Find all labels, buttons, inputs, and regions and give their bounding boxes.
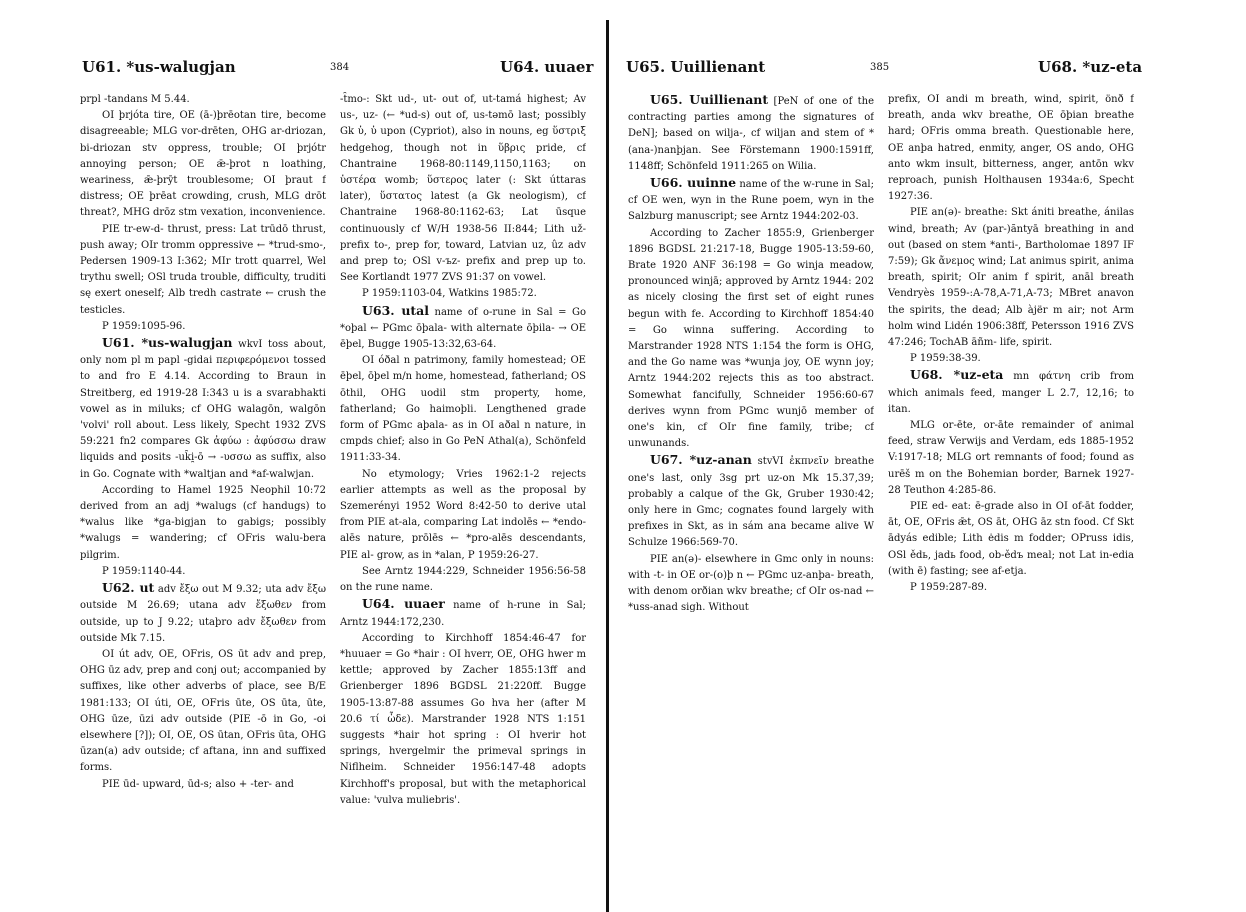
entry-text: wkvI toss about, only nom pl m papl -gidai περιφερόμενοι tossed to and fro E 4.14. According to Braun in Streitberg, ed 1919-28 I:343 u is a svarabhakti vowel as in miluks; cf OHG walagōn, walgōn 'volvi' roll about. Less likely, Specht 1932 ZVS 59:221 fn2 compares Gk ἀφύω : ἀφύσσω draw liquids and posits -uk̑i̯-ō → -υσσω as suffix, also in Go. Cognate with *waltjan and *af-walwjan.	[80, 339, 326, 480]
running-head-left: U61. *us-walugjan	[82, 58, 236, 76]
body-paragraph: PIE tr-ew-d- thrust, press: Lat trūdō thrust, push away; OIr tromm oppressive ← *trud-smo-, Pedersen 1909-13 I:362; MIr trott quarrel, Wel trythu swell; OSl truda trouble, difficulty, truditi sę exert oneself; Alb tredh castrate ← crush the testicles.	[80, 223, 326, 316]
entry-paragraph	[628, 92, 874, 175]
entry-number: U63.	[362, 302, 402, 318]
reference-line: P 1959:1095-96.	[102, 320, 186, 332]
entry-number: U65.	[650, 92, 690, 107]
entry-paragraph	[340, 596, 586, 630]
body-paragraph: OI út adv, OE, OFris, OS ūt adv and prep, OHG ūz adv, prep and conj out; accompanied by suffixes, like other adverbs of place, see B/E 1981:133; OI úti, OE, OFris ūte, OS ūta, ūte, OHG ūze, ūzi adv outside (PIE -ō in Go, -oi elsewhere [?]); OI, OE, OS ūtan, OFris ūta, OHG ūzan(a) adv outside; cf aftana, inn and suffixed forms.	[80, 648, 326, 774]
entry-text: [PeN of one of the contracting parties among the signatures of DeN]; based on wilja-, cf wiljan and stem of *(ana-)nanþjan. See Förstemann 1900:1591ff, 1148ff; Schönfeld 1911:265 on Wilia.	[628, 96, 874, 172]
entry-headword: *us-walugjan	[141, 335, 233, 351]
entry-text: adv ἔξω out M 9.32; uta adv ἔξω outside M 26.69; utana adv ἔξωθεν from outside, up to J 9.22; utaþro adv ἔξωθεν from outside Mk 7.15.	[80, 584, 326, 644]
entry-headword: *uz-eta	[953, 367, 1004, 383]
right-page	[612, 0, 1246, 912]
text-column-2	[340, 92, 586, 872]
entry-headword: uuaer	[404, 596, 445, 612]
text-column-1	[628, 92, 874, 872]
entry-text: name of the w-rune in Sal; cf OE wen, wyn in the Rune poem, wyn in the Salzburg manuscript; see Arntz 1944:202-03.	[628, 179, 874, 223]
body-paragraph: PIE an(ǝ)- breathe: Skt ániti breathe, ánilas wind, breath; Av (par-)ãntyā breathing in and out (based on stem *anti-, Bartholomae 1897 IF 7:59); Gk ἄνεμος wind; Lat animus spirit, anima breath, spirit; OIr anim f spirit, anāl breath Vendryès 1959-:A-78,A-71,A-73; MBret anavon the spirits, the dead; Alb àjër m air; not Arm holm wind Lidén 1906:38ff, Petersson 1916 ZVS 47:246; TochAB āñm- life, spirit.	[888, 207, 1134, 349]
body-paragraph: prpl -tandans M 5.44.	[80, 94, 190, 105]
body-paragraph: See Arntz 1944:229, Schneider 1956:56-58 on the rune name.	[340, 565, 586, 594]
entry-headword: ut	[139, 580, 155, 596]
entry-number: U66.	[650, 175, 688, 191]
entry-paragraph	[628, 175, 874, 226]
body-paragraph: According to Hamel 1925 Neophil 10:72 derived from an adj *walugs (cf handugs) to *walus like *ga-bigjan to gabigs; possibly *walugs = wandering; cf OFris walu-bera pilgrim.	[80, 484, 326, 561]
entry-headword: uuinne	[687, 175, 737, 191]
body-paragraph: PIE an(ǝ)- elsewhere in Gmc only in nouns: with -t- in OE or-(o)þ n ← PGmc uz-anþa- breath, with denom orðian wkv breathe; cf OIr os-nad ← *uss-anad sigh. Without	[628, 553, 874, 614]
entry-paragraph	[340, 303, 586, 354]
entry-number: U64.	[362, 596, 405, 612]
entry-text: stvVI ἐκπνεῖν breathe one's last, only 3sg prt uz-on Mk 15.37,39; probably a calque of the Gk, Gruber 1930:42; only here in Gmc; cognates found largely with prefixes in Skt, as in sám ana became alive W Schulze 1966:569-70.	[628, 456, 874, 549]
reference-line: P 1959:287-89.	[910, 582, 988, 594]
entry-number: U61.	[102, 335, 142, 351]
entry-text: name of o-rune in Sal = Go *oþal ← PGmc ōþala- with alternate ōþila- → OE ēþel, Bugge 1905-13:32,63-64.	[340, 306, 586, 351]
entry-paragraph	[80, 580, 326, 647]
text-column-1	[80, 92, 326, 872]
book-spine	[606, 20, 609, 912]
reference-line: P 1959:38-39.	[910, 353, 981, 365]
left-page	[0, 0, 608, 912]
reference-line: P 1959:1103-04, Watkins 1985:72.	[362, 288, 537, 300]
reference-line: P 1959:1140-44.	[102, 565, 186, 577]
entry-number: U67.	[650, 452, 690, 468]
entry-headword: Uuillienant	[689, 92, 769, 107]
body-paragraph: OI þrjóta tire, OE (ā-)þrēotan tire, become disagreeable; MLG vor-drēten, OHG ar-driozan, bi-driozan stv oppress, trouble; OI þrjótr annoying person; OE ǣ-þrot n loathing, weariness, ǣ-þrȳt troublesome; OI þraut f distress; OE þrēat crowding, crush, MLG drōt threat?, MHG drōz stm vexation, inconvenience.	[80, 110, 326, 219]
body-paragraph: -t̑mo-: Skt ud-, ut- out of, ut-tamá highest; Av us-, uz- (← *ud-s) out of, us-tәmō last; possibly Gk ὑ, ὐ upon (Cypriot), also in nouns, eg ὕστριξ hedgehog, though not in ὕβρις pride, cf Chantraine 1968-80:1149,1150,1163; on ὑστέρα womb; ὕστερος later (: Skt úttaras later), ὕστατος latest (a Gk neologism), cf Chantraine 1968-80:1162-63; Lat ūsque continuously cf W/H 1938-56 II:844; Lith už-prefix to-, prep for, toward, Latvian uz, ûz adv and prep to; OSl v-ъz- prefix and prep up to. See Kortlandt 1977 ZVS 91:37 on vowel.	[340, 94, 586, 284]
entry-text: mn φάτνη crib from which animals feed, manger L 2.7, 12,16; to itan.	[888, 371, 1134, 415]
entry-text: name of h-rune in Sal; Arntz 1944:172,230.	[340, 600, 586, 628]
page-number: 385	[870, 62, 890, 73]
entry-headword: *uz-anan	[689, 452, 752, 468]
entry-paragraph	[888, 367, 1134, 418]
running-head-right: U64. uuaer	[500, 58, 594, 76]
body-paragraph: OI óðal n patrimony, family homestead; OE ēþel, ōþel m/n home, homestead, fatherland; OS ōthil, OHG uodil stm property, home, fatherland; Go haimoþli. Lengthened grade form of PGmc aþala- as in OI aðal n nature, in cmpds chief; also in Go PeN Athal(a), Schönfeld 1911:33-34.	[340, 355, 586, 464]
body-paragraph: PIE ed- eat: ē-grade also in OI of-āt fodder, āt, OE, OFris ǣt, OS āt, OHG āz stn food. Cf Skt ādyás edible; Lith ėdis m fodder; OPruss idis, OSl ědь, jadь food, ob-ědъ meal; not Lat in-edia (with ē) fasting; see af-etja.	[888, 501, 1134, 577]
entry-paragraph	[628, 452, 874, 551]
body-paragraph: According to Zacher 1855:9, Grienberger 1896 BGDSL 21:217-18, Bugge 1905-13:59-60, Brate 1920 ANF 36:198 = Go winja meadow, pronounced winjā; approved by Arntz 1944: 202 as nicely closing the first set of eight runes begun with fe. According to Kirchhoff 1854:40 = Go winna suffering. According to Marstrander 1928 NTS 1:154 the form is OHG, and the Go name was *wunja joy, OE wynn joy; Arntz 1944:202 rejects this as too abstract. Somewhat fancifully, Schneider 1956:60-67 derives wynn from PGmc wunjō member of one's kin, cf OIr fine family, tribe; cf unwunands.	[628, 227, 874, 450]
body-paragraph: MLG or-ēte, or-āte remainder of animal feed, straw Verwijs and Verdam, eds 1885-1952 V:1917-18; MLG ort remnants of food; found as urēš m on the Bohemian border, Barnek 1927-28 Teuthon 4:285-86.	[888, 420, 1134, 496]
body-paragraph: PIE ūd- upward, ūd-s; also + -ter- and	[102, 778, 294, 790]
text-column-2	[888, 92, 1134, 872]
entry-number: U68.	[910, 367, 954, 383]
entry-paragraph	[80, 335, 326, 483]
running-head-right: U68. *uz-eta	[1038, 58, 1143, 76]
body-paragraph: prefix, OI andi m breath, wind, spirit, önð f breath, anda wkv breathe, OE ōþian breathe hard; OFris omma breath. Questionable here, OE anþa hatred, enmity, anger, OS ando, OHG anto wkm insult, bitterness, anger, antōn wkv reproach, punish Holthausen 1934a:6, Specht 1927:36.	[888, 94, 1134, 203]
body-paragraph: No etymology; Vries 1962:1-2 rejects earlier attempts as well as the proposal by Szemerényi 1952 Word 8:42-50 to derive utal from PIE at-ala, comparing Lat indolēs ← *endo-alēs nature, prōlēs ← *pro-alēs descendants, PIE al- grow, as in *alan, P 1959:26-27.	[340, 468, 586, 561]
page-number: 384	[330, 62, 350, 73]
body-paragraph: According to Kirchhoff 1854:46-47 for *huuaer = Go *hair : OI hverr, OE, OHG hwer m kettle; approved by Zacher 1855:13ff and Grienberger 1896 BGDSL 21:220ff. Bugge 1905-13:87-88 assumes Go hva her (after M 20.6 τί ὧδε). Marstrander 1928 NTS 1:151 suggests *hair hot spring : OI hverir hot springs, hvergelmir the primeval springs in Niflheim. Schneider 1956:147-48 adopts Kirchhoff's proposal, but with the metaphorical value: 'vulva muliebris'.	[340, 632, 586, 806]
running-head-left: U65. Uuillienant	[626, 58, 766, 76]
entry-number: U62.	[102, 580, 140, 596]
entry-headword: utal	[401, 302, 430, 318]
